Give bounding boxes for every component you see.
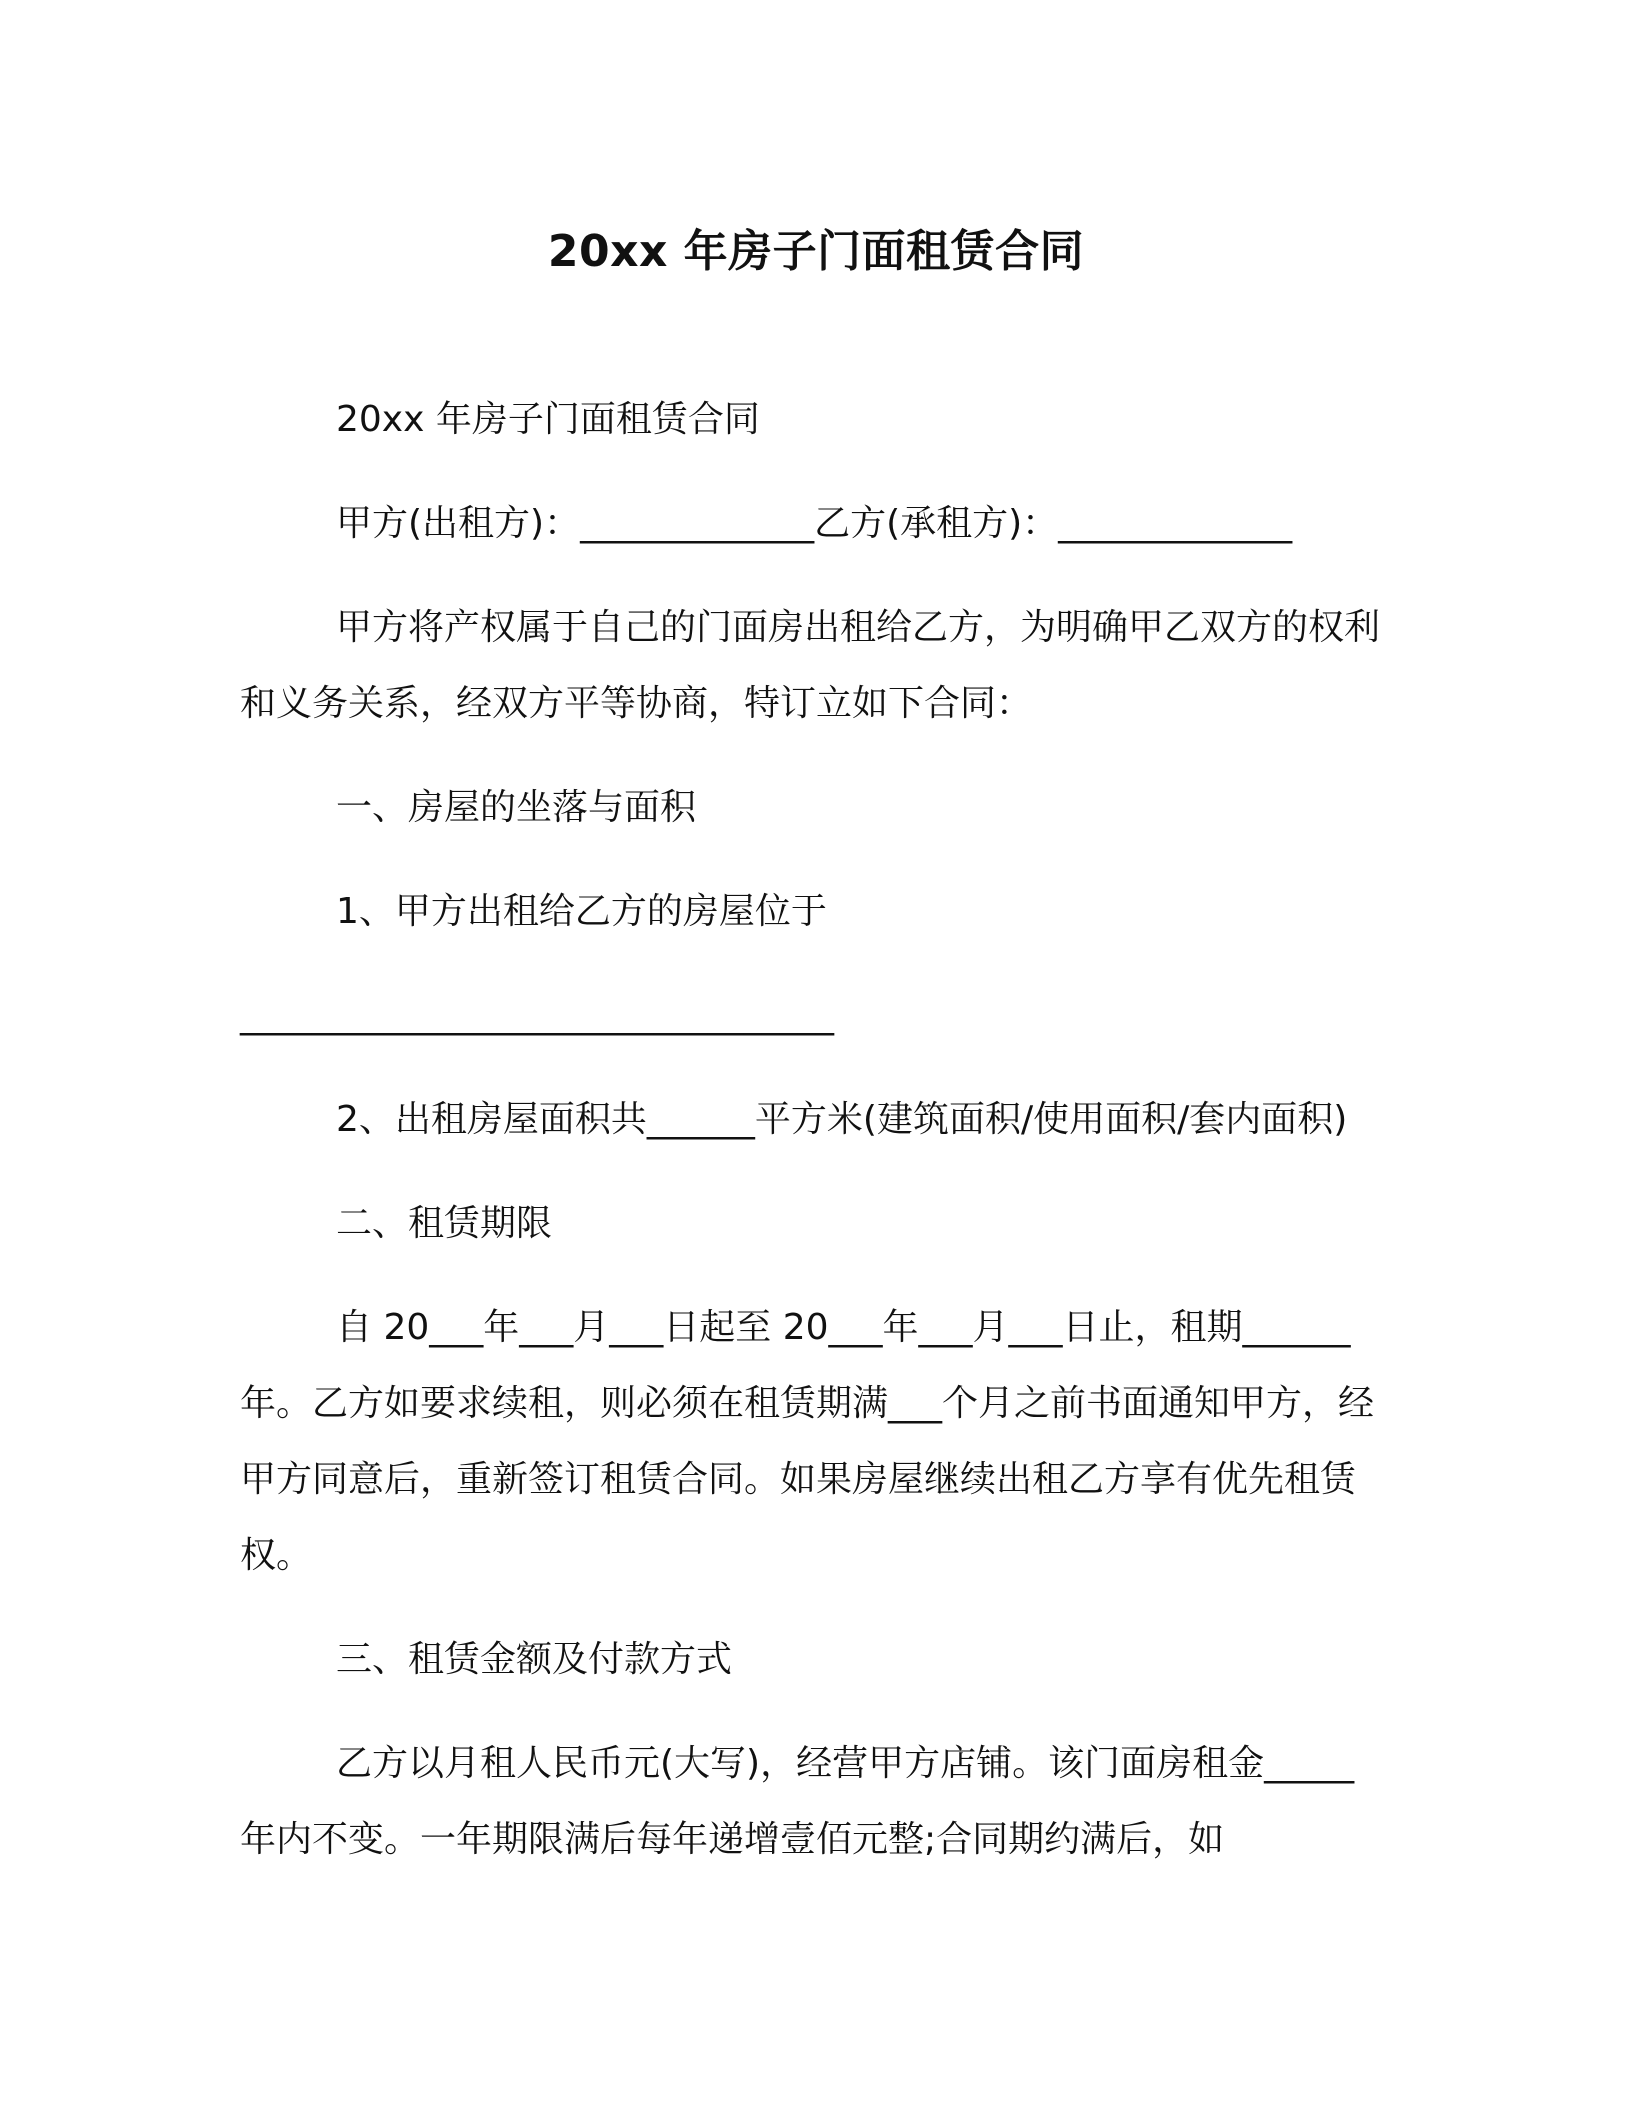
section-heading-rent: 三、租赁金额及付款方式 <box>336 1639 733 1680</box>
clause-area: 2、出租房屋面积共______平方米(建筑面积/使用面积/套内面积) <box>336 1099 1348 1140</box>
clause-location: 1、甲方出租给乙方的房屋位于 <box>336 891 827 932</box>
document-title: 20xx 年房子门面租赁合同 <box>547 226 1085 277</box>
clause-term: 自 20___年___月___日起至 20___年___月___日止，租期______年。乙方如要求续租，则必须在租赁期满___个月之前书面通知甲方，经甲方同意后，重新签订租赁合同。如果房屋继续出租乙方享有优先租赁权。 <box>240 1307 1375 1576</box>
section-heading-term: 二、租赁期限 <box>336 1203 553 1244</box>
location-blank-line: _________________________________ <box>240 995 834 1036</box>
document-body <box>240 382 1390 1906</box>
contract-heading: 20xx 年房子门面租赁合同 <box>336 399 760 440</box>
section-heading-location: 一、房屋的坐落与面积 <box>336 787 697 828</box>
parties-line: 甲方(出租方)：_____________乙方(承租方)：_____________ <box>336 503 1293 544</box>
clause-rent: 乙方以月租人民币元(大写)，经营甲方店铺。该门面房租金_____年内不变。一年期限满后每年递增壹佰元整;合同期约满后，如 <box>240 1743 1355 1860</box>
contract-intro: 甲方将产权属于自己的门面房出租给乙方，为明确甲乙双方的权利和义务关系，经双方平等协商，特订立如下合同： <box>240 607 1381 724</box>
